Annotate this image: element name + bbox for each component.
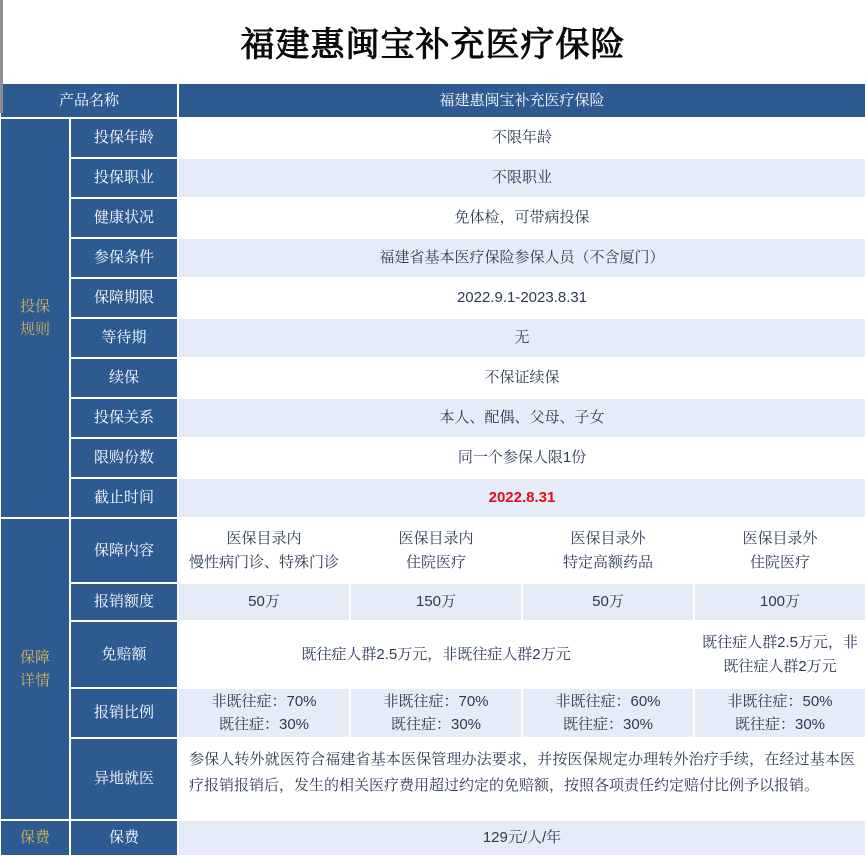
- limit-label: 报销额度: [70, 583, 178, 621]
- row-occupation-value: 不限职业: [178, 158, 866, 198]
- ratio-col-3: [522, 688, 694, 738]
- row-renewal-label: 续保: [70, 358, 178, 398]
- row-relationship-label: 投保关系: [70, 398, 178, 438]
- deductible-main: 既往症人群2.5万元，非既往症人群2万元: [178, 621, 694, 688]
- row-quantity-limit-value: 同一个参保人限1份: [178, 438, 866, 478]
- row-period-value: 2022.9.1-2023.8.31: [178, 278, 866, 318]
- row-quantity-limit-label: 限购份数: [70, 438, 178, 478]
- ratio-col-3-line1: 非既往症：60%: [555, 692, 661, 710]
- limit-col-2: 150万: [350, 583, 522, 621]
- coverage-col-3-line2: 特定高额药品: [562, 553, 653, 571]
- ratio-col-1: [178, 688, 350, 738]
- row-waiting-value: 无: [178, 318, 866, 358]
- row-health-value: 免体检，可带病投保: [178, 198, 866, 238]
- section-rules-line2: 规则: [19, 321, 50, 338]
- product-name-value: 福建惠闽宝补充医疗保险: [178, 83, 866, 118]
- coverage-col-1: [178, 518, 350, 583]
- ratio-col-4-line1: 非既往症：50%: [727, 692, 833, 710]
- row-renewal-value: 不保证续保: [178, 358, 866, 398]
- section-benefits: [0, 518, 70, 820]
- section-rules: [0, 118, 70, 518]
- deductible-label: 免赔额: [70, 621, 178, 688]
- ratio-col-2-line2: 既往症：30%: [390, 716, 482, 733]
- ratio-col-1-line2: 既往症：30%: [218, 716, 310, 733]
- row-age-value: 不限年龄: [178, 118, 866, 158]
- coverage-col-2-line2: 住院医疗: [405, 553, 466, 571]
- coverage-col-1-line2: 慢性病门诊、特殊门诊: [188, 553, 339, 571]
- ratio-col-1-line1: 非既往症：70%: [211, 692, 317, 710]
- ratio-col-2: [350, 688, 522, 738]
- coverage-col-4-line1: 医保目录外: [742, 530, 818, 548]
- coverage-col-2: [350, 518, 522, 583]
- coverage-col-2-line1: 医保目录内: [398, 530, 474, 548]
- section-rules-line1: 投保: [19, 297, 50, 315]
- row-waiting-label: 等待期: [70, 318, 178, 358]
- product-name-label: 产品名称: [0, 83, 178, 118]
- premium-value: 129元/人/年: [178, 820, 866, 856]
- limit-col-3: 50万: [522, 583, 694, 621]
- ratio-col-2-line1: 非既往症：70%: [383, 692, 489, 710]
- row-eligibility-label: 参保条件: [70, 238, 178, 278]
- deductible-col-4: 既往症人群2.5万元，非既往症人群2万元: [694, 621, 866, 688]
- coverage-label: 保障内容: [70, 518, 178, 583]
- remote-label: 异地就医: [70, 738, 178, 820]
- section-premium: 保费: [0, 820, 70, 856]
- row-deadline-value: 2022.8.31: [178, 478, 866, 518]
- ratio-col-4-line2: 既往症：30%: [734, 716, 826, 733]
- coverage-col-4: [694, 518, 866, 583]
- row-age-label: 投保年龄: [70, 118, 178, 158]
- premium-label: 保费: [70, 820, 178, 856]
- coverage-col-3: [522, 518, 694, 583]
- limit-col-1: 50万: [178, 583, 350, 621]
- section-benefits-line2: 详情: [19, 672, 50, 689]
- ratio-col-3-line2: 既往症：30%: [562, 716, 654, 733]
- ratio-label: 报销比例: [70, 688, 178, 738]
- coverage-col-3-line1: 医保目录外: [570, 530, 646, 548]
- left-edge-mark: [0, 0, 3, 113]
- row-deadline-label: 截止时间: [70, 478, 178, 518]
- row-eligibility-value: 福建省基本医疗保险参保人员（不含厦门）: [178, 238, 866, 278]
- coverage-col-1-line1: 医保目录内: [226, 530, 302, 548]
- limit-col-4: 100万: [694, 583, 866, 621]
- section-benefits-line1: 保障: [19, 648, 50, 666]
- row-relationship-value: 本人、配偶、父母、子女: [178, 398, 866, 438]
- row-health-label: 健康状况: [70, 198, 178, 238]
- remote-text: 参保人转外就医符合福建省基本医保管理办法要求，并按医保规定办理转外治疗手续，在经过基本医疗报销报销后，发生的相关医疗费用超过约定的免赔额，按照各项责任约定赔付比例予以报销。: [178, 738, 866, 820]
- row-occupation-label: 投保职业: [70, 158, 178, 198]
- ratio-col-4: [694, 688, 866, 738]
- insurance-info-table: [0, 83, 866, 856]
- page-title: 福建惠闽宝补充医疗保险: [240, 26, 626, 64]
- coverage-col-4-line2: 住院医疗: [749, 553, 810, 571]
- row-period-label: 保障期限: [70, 278, 178, 318]
